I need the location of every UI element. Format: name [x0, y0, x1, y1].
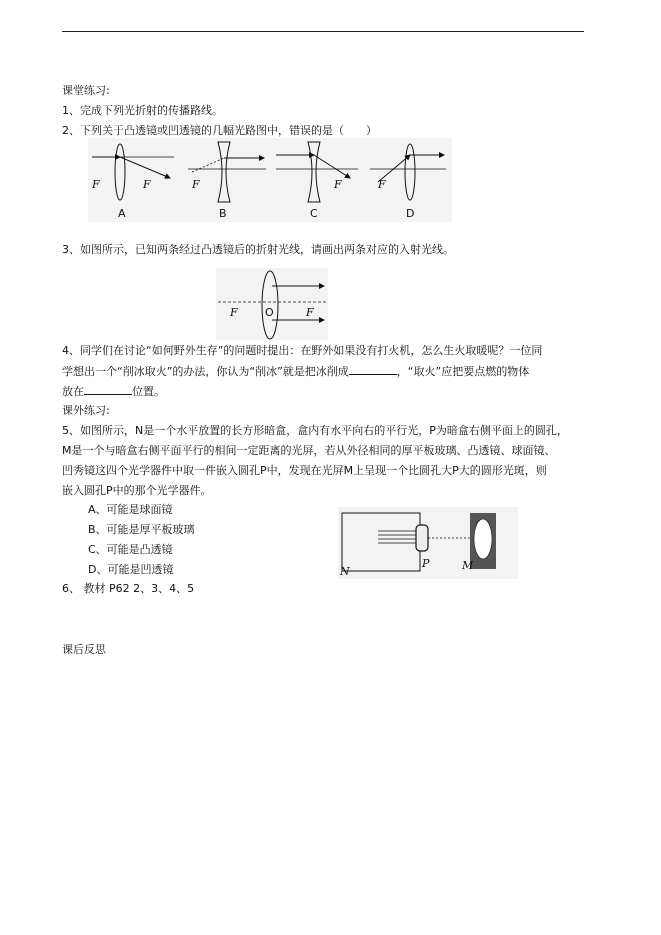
question-5-line-1: 5、如图所示，N是一个水平放置的长方形暗盒，盒内有水平向右的平行光，P为暗盒右侧平面上的圆孔，: [62, 424, 568, 437]
q2-a-focus: F: [92, 178, 100, 191]
question-2: 2、下列关于凸透镜或凹透镜的几幅光路图中，错误的是（ ）: [62, 124, 377, 137]
question-4-line-1: 4、同学们在讨论“如何野外生存”的问题时提出：在野外如果没有打火机，怎么生火取暖呢？一位同: [62, 344, 543, 357]
q2-lens-diagrams: [88, 138, 452, 222]
q4-text-c: 放在: [62, 385, 84, 398]
question-4-line-3: [62, 384, 165, 399]
q2-d-focus: F: [378, 178, 386, 191]
q4-blank-1[interactable]: [349, 364, 397, 375]
q3-center: O: [265, 306, 274, 319]
q2-label-a: A: [118, 207, 126, 220]
q3-focus-left: F: [230, 306, 238, 319]
q2-c-focus: F: [334, 178, 342, 191]
q2-label-d: D: [406, 207, 415, 220]
q2-a-focus-right: F: [143, 178, 151, 191]
q5-option-c: C、可能是凸透镜: [88, 543, 173, 556]
q4-blank-2[interactable]: [84, 384, 132, 395]
question-5-line-4: 嵌入圆孔P中的那个光学器件。: [62, 484, 212, 497]
question-5-line-2: M是一个与暗盒右侧平面平行的相间一定距离的光屏，若从外径相同的厚平板玻璃、凸透镜、球面镜、: [62, 444, 556, 457]
question-6: 6、 教材 P62 2、3、4、5: [62, 582, 195, 595]
section-heading-reflection: 课后反思: [62, 643, 106, 656]
q5-option-b: B、可能是厚平板玻璃: [88, 523, 195, 536]
question-5-line-3: 凹秀镜这四个光学器件中取一件嵌入圆孔P中，发现在光屏M上呈现一个比圆孔大P大的圆形光斑，则: [62, 464, 547, 477]
q2-b-focus: F: [192, 178, 200, 191]
q5-label-p: P: [422, 557, 430, 570]
q4-text-a: 学想出一个“削冰取火”的办法，你认为“削冰”就是把冰削成: [62, 365, 349, 378]
q2-label-c: C: [310, 207, 318, 220]
q3-focus-right: F: [306, 306, 314, 319]
q5-dark-box-diagram: [338, 507, 518, 579]
q5-label-n: N: [340, 565, 350, 578]
section-heading-extra-exercise: 课外练习:: [62, 404, 110, 417]
q3-convex-lens-diagram: [216, 268, 328, 340]
q5-option-d: D、可能是凹透镜: [88, 563, 174, 576]
header-rule: [62, 31, 584, 32]
q5-option-a: A、可能是球面镜: [88, 503, 173, 516]
q2-label-b: B: [219, 207, 227, 220]
section-heading-class-exercise: 课堂练习:: [62, 84, 110, 97]
question-4-line-2: [62, 364, 529, 379]
q5-label-m: M: [462, 559, 474, 572]
q4-text-d: 位置。: [132, 385, 165, 398]
question-1: 1、完成下列光折射的传播路线。: [62, 104, 223, 117]
question-3: 3、如图所示，已知两条经过凸透镜后的折射光线，请画出两条对应的入射光线。: [62, 243, 454, 256]
q4-text-b: ，“取火”应把要点燃的物体: [396, 365, 530, 378]
